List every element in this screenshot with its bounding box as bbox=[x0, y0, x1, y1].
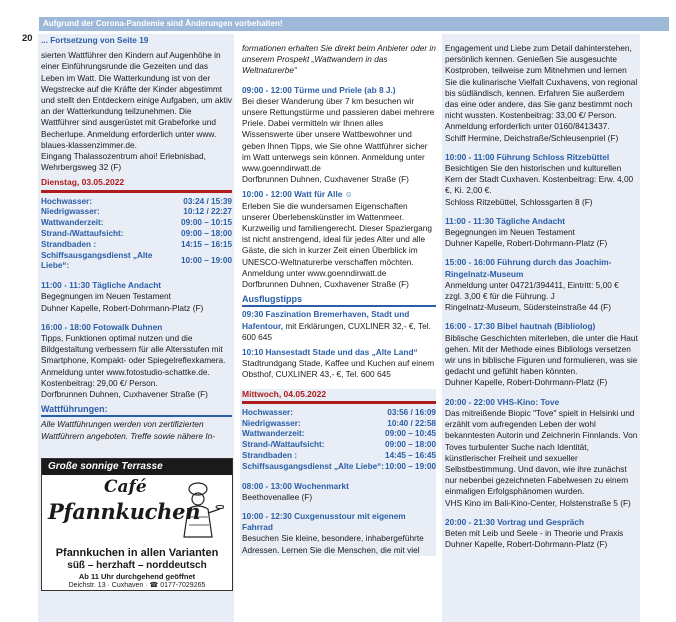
tide-value: 10:40 / 22:58 bbox=[387, 418, 436, 428]
trip-title: 10:10 Hansestadt Stade und das „Alte Land“ bbox=[242, 347, 418, 358]
tide-value: 03:24 / 15:39 bbox=[183, 196, 232, 206]
event-location: Schloss Ritzebüttel, Schlossgarten 8 (F) bbox=[445, 196, 593, 207]
event-text: Beten mit Leib und Seele - in Theorie und Praxis bbox=[445, 527, 624, 538]
tide-label: Niedrigwasser: bbox=[242, 418, 301, 428]
event-location: Schiff Hermine, Deichstraße/Schleusenpriel (F) bbox=[445, 132, 619, 143]
tide-row bbox=[41, 251, 232, 273]
tide-label: Wattwanderzeit: bbox=[242, 429, 305, 439]
event-text: Bei dieser Wanderung über 7 km besuchen wir unsere Rettungstürme und passieren dabei mehrere Priele. Dabei vermitteln wir Ihnen alles Wissenswerte über unsere Wattbewohner und geben Ihnen Tipps, wie Sie ohne Wattführer sicher im Watt unterwegs sein können. Anmeldung unter www.goenndirwatt.de bbox=[242, 95, 435, 174]
tide-row bbox=[41, 197, 232, 208]
event-title: 20:00 - 22:00 VHS-Kino: Tove bbox=[445, 396, 560, 407]
event-text: Das mitreißende Biopic "Tove" spielt in Helsinki und erzählt vom aufregenden Leben der wohl bekanntesten Autorin und Zeichnerin Finnlands. Von Toves turbulenter Suche nach Identität, künstlerischer Freiheit und sexueller Selbstbestimmung. Und davon, wie ihre zunächst nur nebenbei gezeichneten Fabelwesen zu einem einmaligen Erfolgsphänomen wurden. bbox=[445, 407, 638, 497]
tide-table bbox=[41, 197, 232, 273]
event-title: 11:00 - 11:30 Tägliche Andacht bbox=[41, 280, 162, 291]
tide-label: Schiffsausgangsdienst „Alte Liebe“: bbox=[242, 461, 384, 471]
tide-value: 09:00 – 18:00 bbox=[181, 229, 232, 239]
event-text: Tipps, Funktionen optimal nutzen und die Bildgestaltung verbessern für alle Altersstufen mit Smartphone, Kompakt- oder Spiegelreflexkamera. Anmeldung unter www.fotostudio-schattke.de. Kostenbeitrag: 29,00 €/ Person. bbox=[41, 333, 226, 388]
tide-row bbox=[41, 218, 232, 229]
continuation-label: ... Fortsetzung von Seite 19 bbox=[41, 35, 149, 45]
event-text: Erleben Sie die wundersamen Eigenschaften unserer Überlebenskünstler im Wattenmeer. Kurzweilig und familiengerecht. Dieser Spaziergang ist nicht anstrengend, ideal für jedes Alter und alle Gäste, die sich in kurzer Zeit einen Überblick im UNESCO-Weltnaturerbe verschaffen möchten. Anmeldung unter www.goenndirwatt.de bbox=[242, 200, 433, 278]
tide-label: Hochwasser: bbox=[41, 196, 92, 206]
tide-row bbox=[41, 229, 232, 240]
tide-row bbox=[242, 462, 436, 473]
event-location: Dorfbrunnen Duhnen, Cuxhavener Straße (F) bbox=[242, 279, 409, 290]
chef-illustration-icon bbox=[174, 479, 224, 543]
advertisement bbox=[41, 458, 233, 591]
tide-label: Strand-/Wattaufsicht: bbox=[41, 229, 124, 239]
ad-name: Pfannkuchen bbox=[48, 499, 201, 524]
tide-value: 14:15 – 16:15 bbox=[181, 239, 232, 249]
section-title: Wattführungen: bbox=[41, 404, 232, 417]
location: Eingang Thalassozentrum ahoi! Erlebnisbad, Wehrbergsweg 32 (F) bbox=[41, 151, 206, 173]
ad-line: Pfannkuchen in allen Varianten bbox=[55, 547, 219, 559]
ad-line: süß – herzhaft – norddeutsch bbox=[67, 560, 207, 571]
section-text: Alle Wattführungen werden von zertifizierten Wattführern angeboten. Treffe sowie nähere In- bbox=[41, 419, 216, 441]
event-text: Begegnungen im Neuen Testament bbox=[41, 291, 171, 302]
event-location: Beethovenallee (F) bbox=[242, 491, 313, 502]
text-paragraph: Engagement und Liebe zum Detail dahinterstehen, persönlich kennen. Genießen Sie ausgesuchte Kostproben, teilweise zum Mitnehmen und lernen Sie die kulinarische Vielfalt Cuxhavens, von regional bis südländisch, kennen. Erfahren Sie außerdem das eine oder andere, das Sie ganz bestimmt noch nicht wussten. Kostenbeitrag: 33,00 €/ Person. Anmeldung erforderlich unter 0160/8413437. bbox=[445, 43, 638, 132]
event-title: 20:00 - 21:30 Vortrag und Gespräch bbox=[445, 516, 585, 527]
tide-row bbox=[242, 419, 436, 430]
ad-headline: Große sonnige Terrasse bbox=[42, 459, 232, 475]
tide-value: 03:56 / 16:09 bbox=[387, 407, 436, 417]
event-title: 09:00 - 12:00 Türme und Priele (ab 8 J.) bbox=[242, 84, 396, 95]
page-number: 20 bbox=[22, 33, 33, 44]
event-location: VHS Kino im Bali-Kino-Center, Holstenstraße 5 (F) bbox=[445, 497, 631, 508]
event-text: Anmeldung unter 04721/394411, Eintritt: 5,00 € zzgl. 3,00 € für die Führung. J bbox=[445, 279, 619, 302]
tide-row bbox=[242, 408, 436, 419]
day-heading: Dienstag, 03.05.2022 bbox=[41, 177, 232, 192]
event-text: Biblische Geschichten miterleben, die unter die Haut gehen. Mit der Methode eines Bibliologs versetzen wir uns in biblische Figuren und formulieren, was sie gedacht und gefühlt haben könnten. bbox=[445, 332, 638, 377]
column-3 bbox=[442, 34, 640, 622]
event-location: Duhner Kapelle, Robert-Dohrmann-Platz (F) bbox=[41, 302, 204, 313]
tide-value: 10:12 / 22:27 bbox=[183, 207, 232, 217]
event-text: Besichtigen Sie den historischen und kulturellen Kern der Stadt Cuxhaven. Kostenbeitrag: Erw. 4,00 €, Ki. 2,00 €. bbox=[445, 163, 634, 196]
ad-line: Ab 11 Uhr durchgehend geöffnet bbox=[78, 572, 196, 581]
tide-value: 09:00 – 10:45 bbox=[385, 429, 436, 439]
event-title: 15:00 - 16:00 Führung durch das Joachim-Ringelnatz-Museum bbox=[445, 257, 612, 279]
tide-row bbox=[242, 451, 436, 462]
event-location: Ringelnatz-Museum, Südersteinstraße 44 (F) bbox=[445, 302, 612, 313]
tide-label: Strand-/Wattaufsicht: bbox=[242, 440, 325, 450]
event-title: 10:00 - 11:00 Führung Schloss Ritzebüttel bbox=[445, 151, 610, 162]
tide-table bbox=[242, 408, 436, 473]
tide-row bbox=[41, 240, 232, 251]
trip-text: mit Erklärungen, CUXLINER 32,- €, Tel. 600 645 bbox=[242, 320, 431, 342]
tide-value: 14:45 – 16:45 bbox=[385, 451, 436, 461]
tide-row bbox=[242, 429, 436, 440]
trip-text: Stadtrundgang Stade, Kaffee und Kuchen auf einem Obsthof, CUXLINER 43,- €, Tel. 600 645 bbox=[242, 358, 435, 380]
event-title: 11:00 - 11:30 Tägliche Andacht bbox=[445, 215, 566, 226]
event-title: 16:00 - 17:30 Bibel hautnah (Bibliolog) bbox=[445, 321, 596, 332]
event-location: Duhner Kapelle, Robert-Dohrmann-Platz (F) bbox=[445, 238, 608, 249]
tide-label: Hochwasser: bbox=[242, 407, 293, 417]
tide-value: 10:00 – 19:00 bbox=[181, 256, 232, 266]
section-title: Ausflugstipps bbox=[242, 294, 436, 307]
event-location: Dorfbrunnen Duhnen, Cuxhavener Straße (F) bbox=[41, 389, 208, 400]
event-location: Dorfbrunnen Duhnen, Cuxhavener Straße (F) bbox=[242, 174, 409, 185]
column-2 bbox=[240, 34, 436, 622]
tide-row bbox=[41, 207, 232, 218]
ad-contact: Deichstr. 13 · Cuxhaven · ☎ 0177-7029265 bbox=[68, 582, 206, 589]
tide-row bbox=[242, 440, 436, 451]
event-title: 10:00 - 12:00 Watt für Alle ☺ bbox=[242, 189, 354, 200]
tide-label: Strandbaden : bbox=[41, 239, 97, 249]
trip-title: 09:30 Faszination Bremerhaven, Stadt und Hafentour, bbox=[242, 309, 410, 331]
tide-label: Strandbaden : bbox=[242, 451, 298, 461]
text-paragraph: sierten Wattführer den Kindern auf Augenhöhe in einer Einführungsrunde die Gezeiten und das Leben im Watt. Die Watterkundung ist von der Wegstrecke auf die Kräfte der Kinder abgestimmt und stellt den Entdeckern einige Aufgaben, um aktiv an der Watterkundung teilzunehmen. Die Wattführer sind ausgerüstet mit Grabeforke und Becherlupe. Anmeldung erforderlich unter www. blaues-klassenzimmer.de. bbox=[41, 50, 232, 150]
ad-cafe: Café bbox=[104, 477, 147, 497]
event-location: Duhner Kapelle, Robert-Dohrmann-Platz (F) bbox=[445, 539, 608, 550]
top-banner: Aufgrund der Corona-Pandemie sind Änderungen vorbehalten! bbox=[39, 17, 669, 31]
event-text: Begegnungen im Neuen Testament bbox=[445, 227, 575, 238]
tide-label: Niedrigwasser: bbox=[41, 207, 100, 217]
day-block bbox=[240, 389, 436, 556]
tide-label: Wattwanderzeit: bbox=[41, 218, 104, 228]
tide-value: 09:00 – 10:15 bbox=[181, 218, 232, 228]
event-text: Besuchen Sie kleine, besondere, inhabergeführte Adressen. Lernen Sie die Menschen, die mit viel bbox=[242, 533, 424, 555]
text-paragraph: formationen erhalten Sie direkt beim Anbieter oder in unserem Prospekt „Wattwandern in das Weltnaturerbe“ bbox=[242, 43, 436, 76]
tide-value: 09:00 – 18:00 bbox=[385, 440, 436, 450]
day-heading: Mittwoch, 04.05.2022 bbox=[242, 389, 436, 404]
event-title: 08:00 - 13:00 Wochenmarkt bbox=[242, 480, 349, 491]
tide-label: Schiffsausgangsdienst „Alte Liebe“: bbox=[41, 250, 153, 271]
tide-value: 10:00 – 19:00 bbox=[385, 461, 436, 471]
event-title: 16:00 - 18:00 Fotowalk Duhnen bbox=[41, 321, 163, 332]
event-location: Duhner Kapelle, Robert-Dohrmann-Platz (F) bbox=[445, 377, 608, 388]
event-title: 10:00 - 12:30 Cuxgenusstour mit eigenem Fahrrad bbox=[242, 511, 406, 533]
